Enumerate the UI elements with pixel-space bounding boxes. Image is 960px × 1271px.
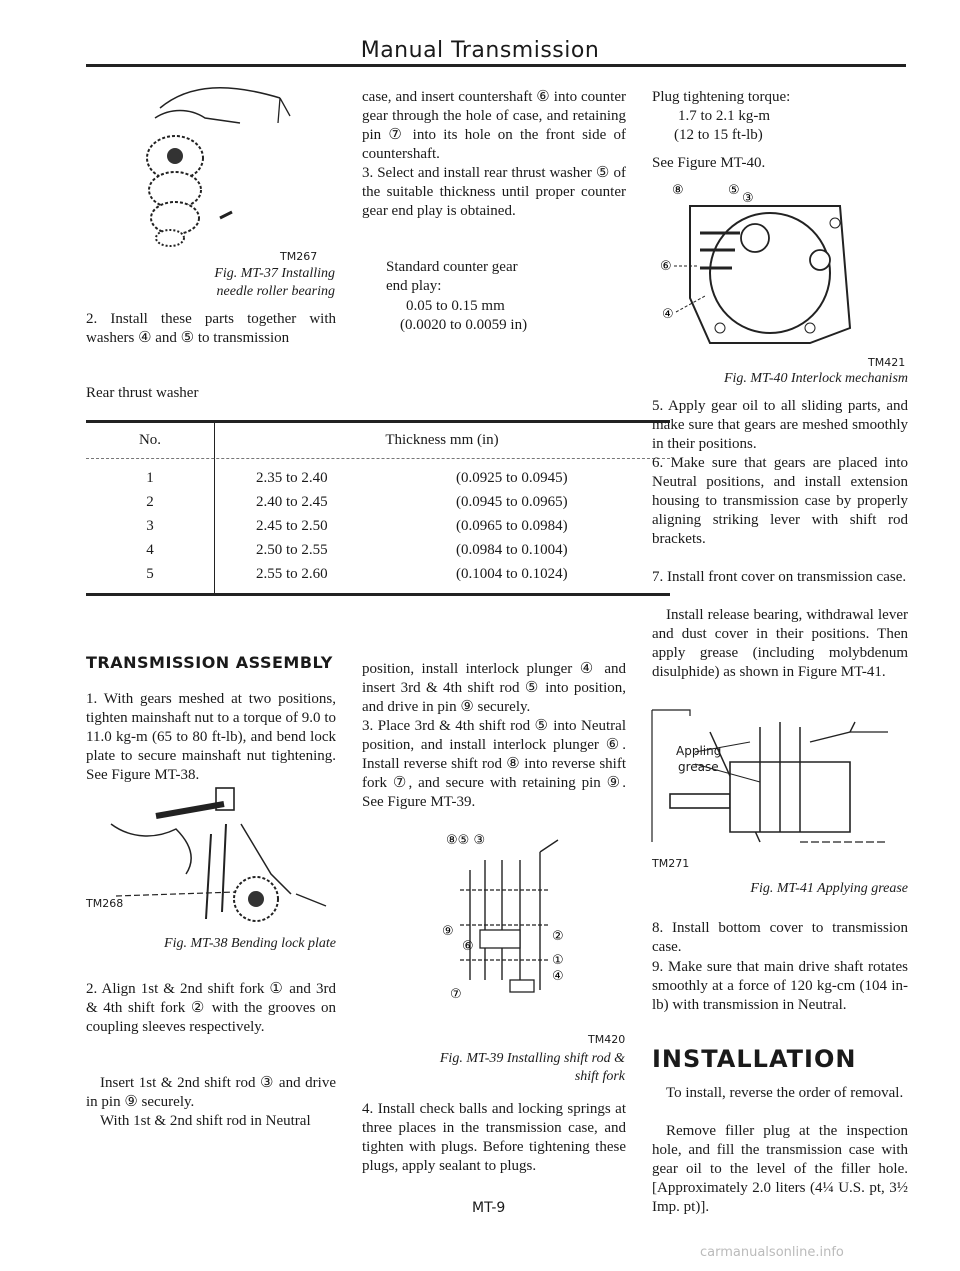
svg-text:⑧: ⑧ <box>672 183 684 198</box>
table-row <box>86 470 670 494</box>
header-rule <box>86 64 906 67</box>
fig-mt40-code: TM421 <box>868 356 906 369</box>
col1-align-p2: Insert 1st & 2nd shift rod ③ and drive in pin ⑨ securely. <box>86 1075 336 1110</box>
std-endplay-in: (0.0020 to 0.0059 in) <box>400 317 528 333</box>
row-mm: 2.45 to 2.50 <box>256 518 328 534</box>
col1-step1: 1. With gears meshed at two positions, tighten mainshaft nut to a torque of 9.0 to 11.0 kg-m (65 to 80 ft-lb), and bend lock plate to secure mainshaft nut tightening. See Figure MT-38. <box>86 691 336 783</box>
row-mm: 2.35 to 2.40 <box>256 470 328 486</box>
svg-text:④: ④ <box>552 969 564 984</box>
watermark: carmanualsonline.info <box>700 1245 844 1260</box>
fig-mt40-caption: Fig. MT-40 Interlock mechanism <box>723 371 908 386</box>
row-no: 2 <box>146 494 154 510</box>
fig-mt38-caption: Fig. MT-38 Bending lock plate <box>164 936 336 951</box>
fig-mt37-code: TM267 <box>280 250 318 263</box>
svg-text:⑦: ⑦ <box>450 987 462 1002</box>
row-no: 1 <box>146 470 154 486</box>
fig-mt41-label-grease: grease <box>678 760 719 774</box>
col3-step6: 6. Make sure that gears are placed into Neutral positions, and install extension housing to transmission case by properly aligning striking lever with shift rod brackets. <box>652 455 908 547</box>
fig-mt37-illustration <box>130 78 300 248</box>
table-row <box>86 566 670 590</box>
col3-step7: 7. Install front cover on transmission case. <box>652 569 907 585</box>
col1-align-p1: 2. Align 1st & 2nd shift fork ① and 3rd & 4th shift fork ② with the grooves on coupling sleeves respectively. <box>86 981 336 1035</box>
fig-mt39-code: TM420 <box>588 1033 626 1046</box>
fig-mt40-illustration <box>660 178 860 346</box>
svg-text:⑨: ⑨ <box>442 924 454 939</box>
fig-mt38-illustration <box>96 784 336 924</box>
svg-text:④: ④ <box>662 307 674 322</box>
table-row <box>86 542 670 566</box>
section-title-installation: INSTALLATION <box>652 1045 857 1073</box>
thrust-washer-table <box>86 420 670 596</box>
row-in: (0.0945 to 0.0965) <box>456 494 568 510</box>
section-title-assembly: TRANSMISSION ASSEMBLY <box>86 653 333 672</box>
svg-text:①: ① <box>552 953 564 968</box>
col2-mid: position, install interlock plunger ④ and insert 3rd & 4th shift rod ⑤ into position, and drive in pin ⑨ securely. <box>362 661 626 715</box>
fig-mt37-caption: Fig. MT-37 Installing needle roller bearing <box>214 266 335 299</box>
plug-torque-kgm: 1.7 to 2.1 kg-m <box>678 108 771 124</box>
col1-align-p3: With 1st & 2nd shift rod in Neutral <box>100 1113 311 1129</box>
plug-torque-label: Plug tightening torque: <box>652 89 791 105</box>
col3-install-p2: Remove filler plug at the inspection hole, and fill the transmission case with gear oil to the level of the filler hole. [Approximately 2.0 liters (4¼ U.S. pt, 3½ Imp. pt)]. <box>652 1123 908 1215</box>
col2-top: case, and insert countershaft ⑥ into counter gear through the hole of case, and retaining pin ⑦ into its hole on the front side of countershaft. <box>362 89 626 162</box>
fig-mt41-caption: Fig. MT-41 Applying grease <box>750 881 908 896</box>
col3-step9: 9. Make sure that main drive shaft rotates smoothly at a force of 120 kg-cm (104 in-lb) with transmission in Neutral. <box>652 959 908 1013</box>
fig-mt41-code: TM271 <box>652 857 690 870</box>
row-mm: 2.50 to 2.55 <box>256 542 328 558</box>
col3-step5: 5. Apply gear oil to all sliding parts, and make sure that gears are meshed smoothly in their positions. <box>652 398 908 452</box>
table-header-no: No. <box>138 432 162 448</box>
fig-mt38-code: TM268 <box>86 897 124 910</box>
col3-step8: 8. Install bottom cover to transmission case. <box>652 920 908 955</box>
row-mm: 2.55 to 2.60 <box>256 566 328 582</box>
fig-mt39-caption: Fig. MT-39 Installing shift rod & shift fork <box>439 1051 625 1084</box>
std-endplay-mm: 0.05 to 0.15 mm <box>406 298 505 314</box>
table-row <box>86 494 670 518</box>
row-no: 4 <box>146 542 154 558</box>
row-in: (0.0984 to 0.1004) <box>456 542 568 558</box>
svg-text:②: ② <box>552 929 564 944</box>
page-number: MT-9 <box>472 1200 506 1216</box>
col3-install-p1: To install, reverse the order of removal. <box>666 1085 904 1101</box>
col3-step7b: Install release bearing, withdrawal lever and dust cover in their positions. Then apply grease (including molybdenum disulphide) as shown in Figure MT-41. <box>652 607 908 680</box>
row-no: 5 <box>146 566 154 582</box>
col2-step4: 4. Install check balls and locking springs at three places in the transmission case, and tighten with plugs. Before tightening these plugs, apply sealant to plugs. <box>362 1101 626 1174</box>
col1-step2: 2. Install these parts together with washers ④ and ⑤ to transmission <box>86 311 336 346</box>
table-row <box>86 518 670 542</box>
fig-mt41-illustration <box>650 702 890 852</box>
svg-text:⑥: ⑥ <box>462 939 474 954</box>
row-mm: 2.40 to 2.45 <box>256 494 328 510</box>
page-header: Manual Transmission <box>360 38 600 63</box>
col2-step3: 3. Select and install rear thrust washer ⑤ of the suitable thickness until proper counter gear end play is obtained. <box>362 165 626 219</box>
row-no: 3 <box>146 518 154 534</box>
std-endplay-label: Standard counter gear end play: <box>386 259 518 294</box>
col2-step3b: 3. Place 3rd & 4th shift rod ⑤ into Neutral position, and install interlock plunger ⑥. Install reverse shift rod ⑧ into reverse shift fork ⑦, and secure with retaining pin ⑨. See Figure MT-39. <box>362 718 626 810</box>
svg-text:③: ③ <box>742 191 754 206</box>
table-header-thickness: Thickness mm (in) <box>385 432 499 448</box>
fig-mt39-illustration <box>440 830 580 1010</box>
fig-mt41-label-applying: Appling <box>676 744 722 758</box>
svg-text:⑤: ⑤ <box>728 183 740 198</box>
svg-text:⑥: ⑥ <box>660 259 672 274</box>
table-body <box>86 470 670 590</box>
see-fig-mt40: See Figure MT-40. <box>652 155 766 171</box>
rear-thrust-label: Rear thrust washer <box>86 385 199 401</box>
row-in: (0.1004 to 0.1024) <box>456 566 568 582</box>
svg-text:⑧⑤ ③: ⑧⑤ ③ <box>446 833 486 848</box>
row-in: (0.0925 to 0.0945) <box>456 470 568 486</box>
row-in: (0.0965 to 0.0984) <box>456 518 568 534</box>
plug-torque-ftlb: (12 to 15 ft-lb) <box>674 127 763 143</box>
